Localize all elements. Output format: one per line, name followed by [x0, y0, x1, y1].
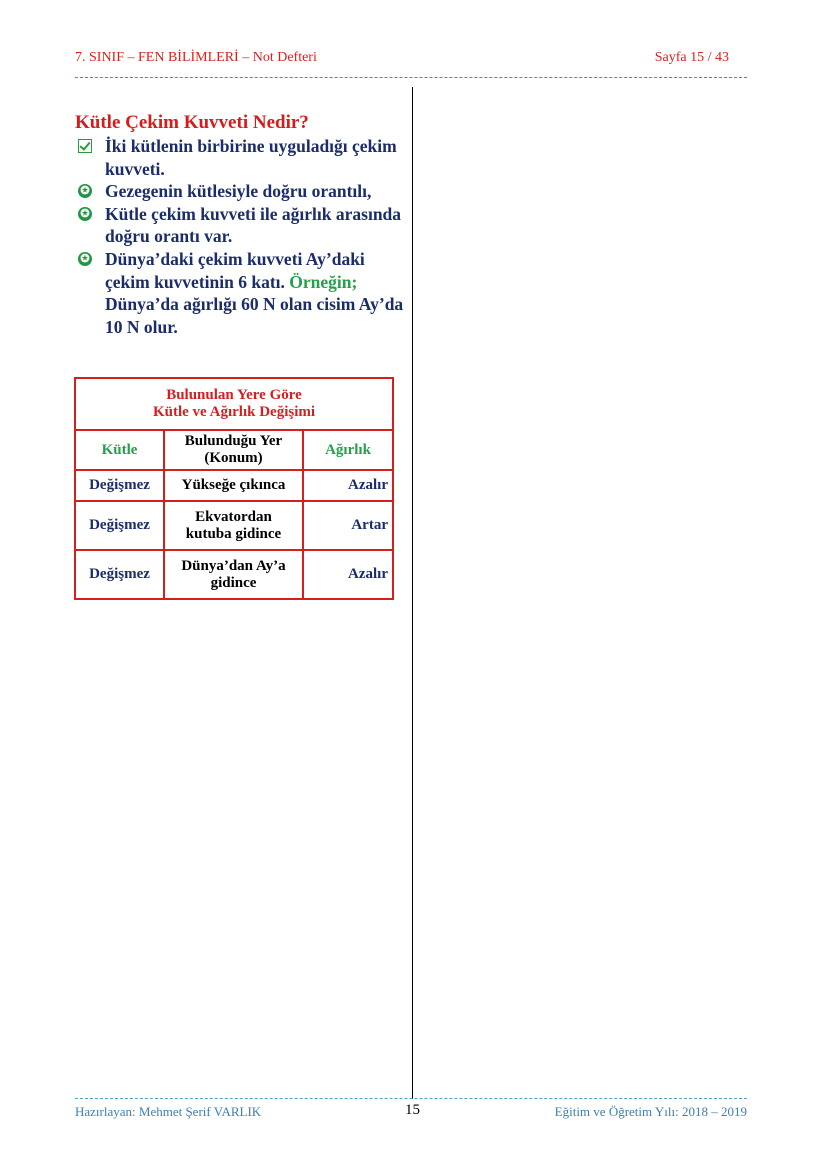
page-footer [75, 1104, 747, 1124]
column-divider [412, 87, 413, 1099]
bullet-text: Kütle çekim kuvveti ile ağırlık arasında doğru orantı var. [105, 203, 402, 247]
cell-mass: Değişmez [75, 501, 164, 550]
check-box-icon [78, 139, 92, 153]
header-weight: Ağırlık [303, 430, 393, 470]
table-row [75, 501, 393, 550]
list-item [75, 248, 405, 338]
cell-weight: Azalır [303, 550, 393, 599]
section-heading: Kütle Çekim Kuvveti Nedir? [75, 112, 309, 133]
page-header [75, 50, 747, 70]
footer-year: Eğitim ve Öğretim Yılı: 2018 – 2019 [554, 1104, 747, 1119]
star-disc-icon: ✪ [78, 252, 92, 266]
list-item [75, 135, 405, 180]
header-place [164, 430, 303, 470]
table-row [75, 470, 393, 501]
caption-line-2: Kütle ve Ağırlık Değişimi [152, 404, 316, 420]
star-disc-icon: ✪ [78, 184, 92, 198]
header-page-label: Sayfa 15 / 43 [654, 50, 729, 65]
header-title: 7. SINIF – FEN BİLİMLERİ – Not Defteri [75, 50, 317, 65]
cell-mass: Değişmez [75, 470, 164, 501]
cell-weight: Azalır [303, 470, 393, 501]
cell-place-line-2: kutuba gidince [185, 525, 282, 542]
bullet-text: İki kütlenin birbirine uyguladığı çekim kuvveti. [105, 136, 397, 179]
star-disc-icon: ✪ [78, 207, 92, 221]
gravity-section [75, 111, 405, 338]
example-text: Dünya’da ağırlığı 60 N olan cisim Ay’da 10 N olur. [105, 294, 404, 337]
bullet-text: Dünya’daki çekim kuvveti Ay’daki çekim kuvvetinin 6 katı. [105, 248, 365, 292]
header-place-line-2: (Konum) [204, 450, 263, 466]
list-item [75, 203, 405, 248]
cell-place [164, 470, 303, 501]
mass-weight-table [74, 377, 394, 600]
table-caption [75, 378, 393, 430]
list-item [75, 180, 405, 203]
footer-author: Hazırlayan: Mehmet Şerif VARLIK [75, 1104, 262, 1119]
footer-page-number: 15 [405, 1102, 420, 1118]
header-divider [75, 77, 747, 78]
cell-mass: Değişmez [75, 550, 164, 599]
cell-place [164, 501, 303, 550]
bullet-text: Gezegenin kütlesiyle doğru orantılı, [105, 181, 372, 202]
cell-place-line-2: gidince [210, 574, 257, 591]
caption-line-1: Bulunulan Yere Göre [166, 387, 302, 403]
cell-place-line-1: Yükseğe çıkınca [181, 477, 286, 493]
cell-place [164, 550, 303, 599]
table-header-row [75, 430, 393, 470]
bullet-list [75, 135, 405, 338]
header-place-line-1: Bulunduğu Yer [184, 433, 283, 449]
cell-weight: Artar [303, 501, 393, 550]
header-mass: Kütle [75, 430, 164, 470]
cell-place-line-1: Dünya’dan Ay’a [181, 557, 286, 574]
footer-divider [75, 1098, 747, 1099]
table-caption-row [75, 378, 393, 430]
example-label: Örneğin; [289, 271, 358, 292]
table-row [75, 550, 393, 599]
cell-place-line-1: Ekvatordan [195, 508, 272, 525]
